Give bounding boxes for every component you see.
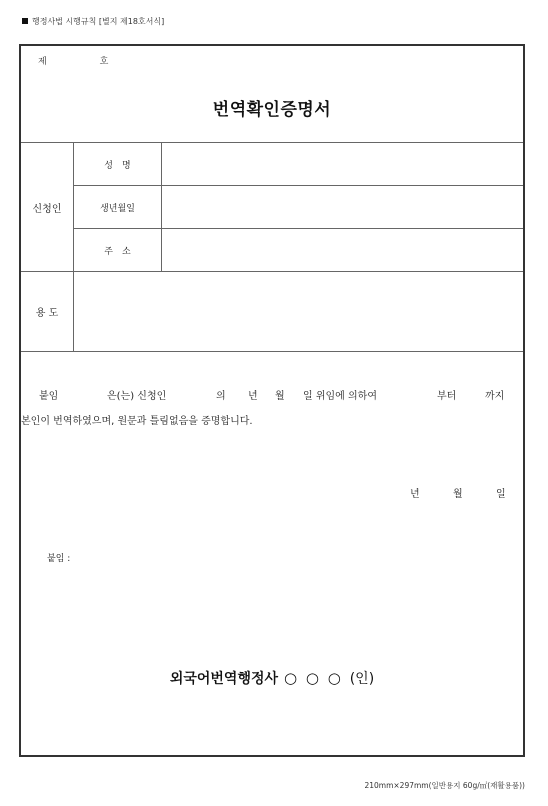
title-section — [21, 46, 523, 143]
applicant-section — [21, 143, 523, 272]
name-field[interactable] — [162, 143, 523, 185]
applicant-label: 신청인 — [21, 143, 74, 272]
statement-possessive-word: 의 — [216, 391, 226, 402]
birthdate-field[interactable] — [162, 186, 523, 228]
statement-delegation-words: 일 위임에 의하여 — [303, 391, 377, 402]
document-title: 번역확인증명서 — [212, 100, 332, 120]
date-year: 년 — [410, 489, 420, 500]
statement-applicant-word: 은(는) 신청인 — [107, 391, 167, 402]
date-month: 월 — [453, 489, 463, 500]
address-label: 주 소 — [74, 229, 162, 272]
attachment-label: 붙임 : — [47, 554, 71, 564]
applicant-name-row — [74, 143, 523, 186]
statement-line-2: 본인이 번역하였으며, 원문과 틀림없음을 증명합니다. — [21, 416, 253, 427]
square-bullet-icon — [22, 18, 28, 24]
signer-title: 외국어번역행정사 — [169, 671, 279, 687]
document-number-ho: 호 — [99, 57, 109, 67]
purpose-label: 용 도 — [21, 272, 74, 351]
form-reference — [22, 16, 164, 27]
purpose-field[interactable] — [74, 272, 523, 351]
date-day: 일 — [496, 489, 506, 500]
signer-name-mask: ○ ○ ○ — [284, 669, 343, 687]
signer-seal: (인) — [349, 671, 375, 687]
address-field[interactable] — [162, 229, 523, 272]
document-number — [38, 54, 108, 67]
statement-section — [21, 352, 523, 755]
applicant-address-row — [74, 229, 523, 272]
purpose-section — [21, 272, 523, 352]
statement-year-word: 년 — [248, 391, 258, 402]
statement-to-word: 까지 — [485, 391, 505, 402]
name-label: 성 명 — [74, 143, 162, 185]
form-reference-text: 행정사법 시행규칙 [별지 제18호서식] — [32, 17, 165, 26]
paper-spec: 210mm×297mm(일반용지 60g/㎡(재활용품)) — [364, 781, 525, 790]
statement-from-word: 부터 — [437, 391, 457, 402]
certificate-form — [19, 44, 525, 757]
statement-month-word: 월 — [275, 391, 285, 402]
signer-line — [21, 668, 523, 688]
document-number-je: 제 — [38, 57, 47, 67]
statement-attachment-word: 붙임 — [39, 391, 59, 402]
birthdate-label: 생년월일 — [74, 186, 162, 228]
applicant-birthdate-row — [74, 186, 523, 229]
